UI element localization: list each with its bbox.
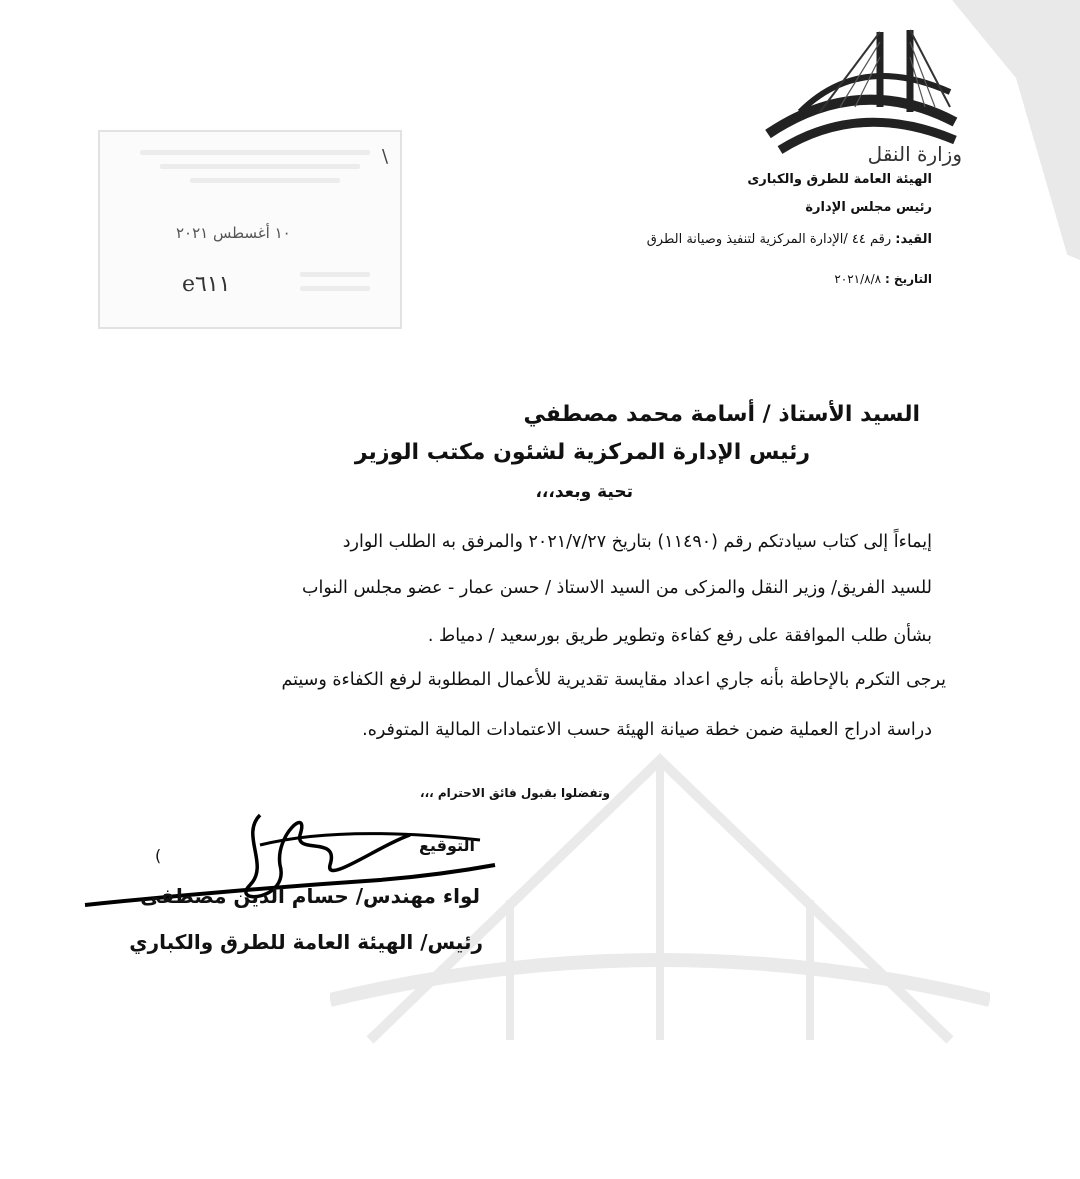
body-line: للسيد الفريق/ وزير النقل والمزكى من السيد الاستاذ / حسن عمار - عضو مجلس النواب bbox=[302, 578, 932, 598]
date-value: ٢٠٢١/٨/٨ bbox=[834, 272, 882, 286]
body-line: إيماءاً إلى كتاب سيادتكم رقم (١١٤٩٠) بتاريخ ٢٠٢١/٧/٢٧ والمرفق به الطلب الوارد bbox=[342, 532, 932, 552]
authority-name: الهيئة العامة للطرق والكبارى bbox=[747, 172, 932, 187]
chairman-heading: رئيس مجلس الإدارة bbox=[805, 200, 932, 215]
body-line: يرجى التكرم بالإحاطة بأنه جاري اعداد مقايسة تقديرية للأعمال المطلوبة لرفع الكفاءة وسيتم bbox=[281, 670, 946, 690]
received-stamp bbox=[98, 130, 402, 329]
tick-mark: \ bbox=[382, 146, 389, 167]
recipient-title: رئيس الإدارة المركزية لشئون مكتب الوزير bbox=[354, 440, 810, 465]
signature-paren: ( bbox=[155, 846, 162, 865]
signer-title: رئيس/ الهيئة العامة للطرق والكباري bbox=[129, 930, 483, 954]
signature-label: التوقيع bbox=[419, 836, 475, 855]
body-line: دراسة ادراج العملية ضمن خطة صيانة الهيئة حسب الاعتمادات المالية المتوفره. bbox=[362, 720, 932, 740]
date-line bbox=[834, 272, 932, 286]
stamp-date: ١٠ أغسطس ٢٠٢١ bbox=[176, 224, 291, 242]
reference-value: رقم ٤٤ /الإدارة المركزية لتنفيذ وصيانة الطرق bbox=[646, 232, 892, 247]
greeting: تحية وبعد،،، bbox=[535, 482, 633, 502]
reference-label: القيد: bbox=[895, 232, 932, 247]
recipient-line: السيد الأستاذ / أسامة محمد مصطفي bbox=[523, 402, 920, 427]
ministry-logo-icon bbox=[760, 12, 960, 162]
ministry-name: وزارة النقل bbox=[867, 142, 962, 166]
reference-line bbox=[647, 232, 932, 247]
stamp-number: e٦١١ bbox=[182, 272, 231, 297]
closing-line: وتفضلوا بقبول فائق الاحترام ،،، bbox=[420, 786, 610, 800]
body-line: بشأن طلب الموافقة على رفع كفاءة وتطوير طريق بورسعيد / دمياط . bbox=[427, 626, 932, 646]
signer-name: لواء مهندس/ حسام الدين مصطفى bbox=[140, 884, 480, 908]
date-label: التاريخ : bbox=[884, 272, 932, 286]
